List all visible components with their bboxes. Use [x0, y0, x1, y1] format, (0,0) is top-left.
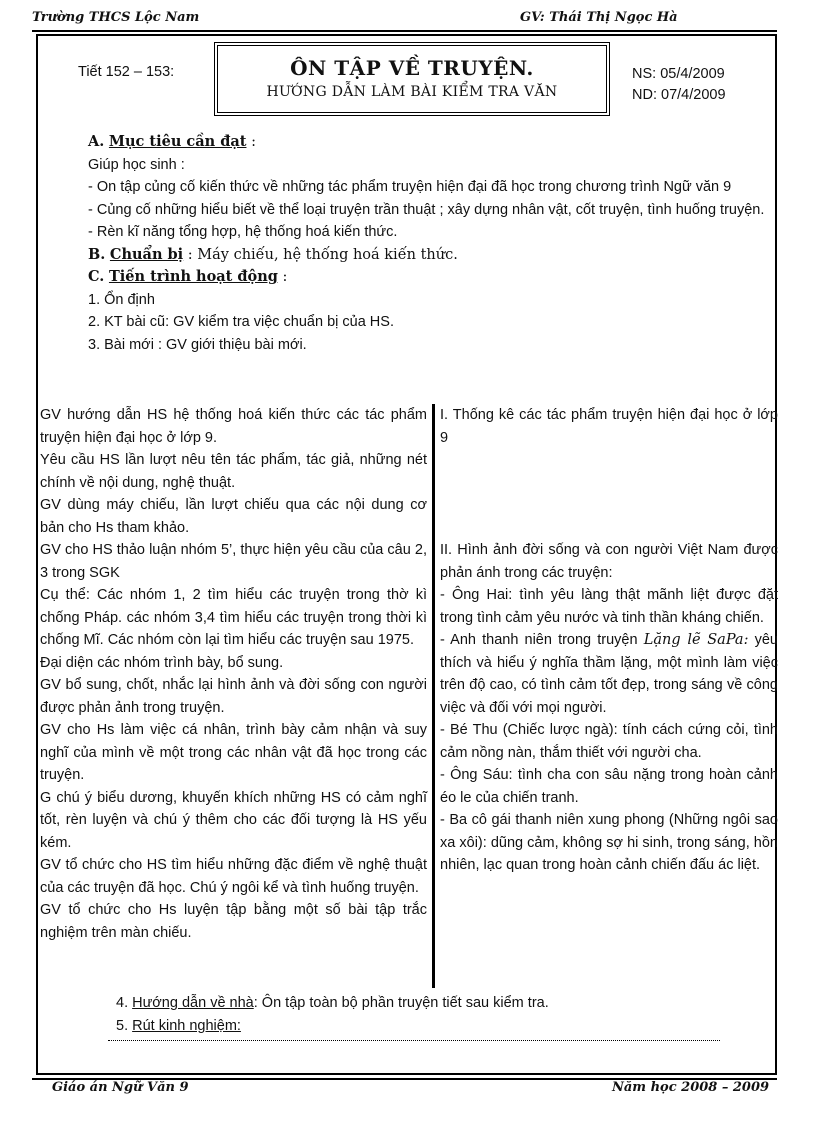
- teacher-activity: Yêu cầu HS lần lượt nêu tên tác phẩm, tác giả, những nét chính về nội dung, nghệ thuật.: [40, 452, 427, 491]
- experience-prefix: 5.: [116, 1018, 133, 1034]
- header-rule: [32, 30, 777, 32]
- date-ns: NS: 05/4/2009: [632, 66, 725, 82]
- content-part-1: I. Thống kê các tác phẩm truyện hiện đại học ở lớp 9: [440, 407, 778, 446]
- notes-dotted-line: [108, 1040, 720, 1041]
- spacer: [440, 494, 778, 517]
- section-a-letter: A.: [88, 133, 105, 150]
- section-a-title: Mục tiêu cần đạt: [108, 133, 247, 150]
- section-c-step: 2. KT bài cũ: GV kiểm tra việc chuẩn bị của HS.: [88, 314, 394, 330]
- section-b-title: Chuẩn bị: [109, 245, 184, 263]
- page-title: ÔN TẬP VỀ TRUYỆN.: [290, 56, 534, 80]
- spacer: [440, 517, 778, 540]
- section-a-item: - On tập củng cố kiến thức về những tác phẩm truyện hiện đại đã học trong chương trình Ngữ văn 9: [88, 179, 732, 195]
- content-item-youth: [440, 629, 778, 719]
- date-nd: ND: 07/4/2009: [632, 87, 726, 103]
- section-c-title: Tiến trình hoạt động: [108, 268, 278, 285]
- closing-steps: [116, 992, 549, 1038]
- teacher-activities-column: [40, 404, 427, 944]
- teacher-activity: GV tổ chức cho HS tìm hiểu những đặc điểm về nghệ thuật của các truyện đã học. Chú ý ngôi kể và tình huống truyện.: [40, 857, 427, 896]
- section-c-step: 1. Ổn định: [88, 291, 155, 308]
- content-item: - Ba cô gái thanh niên xung phong (Những ngôi sao xa xôi): dũng cảm, không sợ hi sinh, trong sáng, hồn nhiên, lạc quan trong hoàn cảnh chiến đấu ác liệt.: [440, 812, 778, 873]
- homework-label: Hướng dẫn về nhà: [132, 995, 254, 1011]
- homework-line: [116, 992, 549, 1015]
- teacher-activity: GV cho Hs làm việc cá nhân, trình bày cảm nhận và suy nghĩ của mình về một trong các nhân vật đã học trong các truyện.: [40, 722, 427, 783]
- teacher-activity: GV tổ chức cho Hs luyện tập bằng một số bài tập trắc nghiệm trên màn chiếu.: [40, 902, 427, 941]
- section-a-item: - Củng cố những hiểu biết về thể loại truyện trần thuật ; xây dựng nhân vật, cốt truyện, tình huống truyện.: [88, 201, 765, 218]
- content-part-2-title: II. Hình ảnh đời sống và con người Việt Nam được phản ánh trong các truyện:: [440, 542, 778, 581]
- spacer: [440, 449, 778, 472]
- section-a-heading: [88, 131, 768, 154]
- section-b-text: : Máy chiếu, hệ thống hoá kiến thức.: [183, 246, 458, 263]
- lesson-body: [88, 131, 768, 356]
- homework-text: : Ôn tập toàn bộ phần truyện tiết sau kiểm tra.: [253, 995, 549, 1011]
- content-column: [440, 404, 778, 877]
- footer-year: Năm học 2008 – 2009: [612, 1080, 770, 1095]
- experience-line: [116, 1015, 549, 1038]
- header-school: Trường THCS Lộc Nam: [32, 10, 200, 25]
- header-teacher: GV: Thái Thị Ngọc Hà: [520, 10, 678, 25]
- page-subtitle: HƯỚNG DẪN LÀM BÀI KIỂM TRA VĂN: [266, 84, 558, 100]
- teacher-activity: Đại diện các nhóm trình bày, bổ sung.: [40, 654, 284, 671]
- homework-prefix: 4.: [116, 995, 133, 1011]
- section-a-intro: Giúp học sinh :: [88, 156, 185, 173]
- teacher-activity: GV hướng dẫn HS hệ thống hoá kiến thức các tác phẩm truyện hiện đại học ở lớp 9.: [40, 407, 427, 446]
- section-c-heading: [88, 266, 768, 289]
- teacher-activity: Cụ thể: Các nhóm 1, 2 tìm hiểu các truyện trong thờ kì chống Pháp. các nhóm 3,4 tìm hiểu các truyện trong thời kì chống Mĩ. Các nhóm còn lại tìm hiểu các truyện sau 1975.: [40, 587, 427, 648]
- section-b-letter: B.: [88, 245, 106, 263]
- section-a-item: - Rèn kĩ năng tổng hợp, hệ thống hoá kiến thức.: [88, 224, 398, 240]
- section-b-heading: [88, 244, 768, 267]
- activity-table: [40, 404, 780, 988]
- content-item: - Bé Thu (Chiếc lược ngà): tính cách cứng cỏi, tình cảm nồng nàn, thắm thiết với người cha.: [440, 722, 778, 761]
- content-item: - Ông Sáu: tình cha con sâu nặng trong hoàn cảnh éo le của chiến tranh.: [440, 767, 778, 806]
- section-c-step: 3. Bài mới : GV giới thiệu bài mới.: [88, 336, 307, 353]
- youth-story-title: Lặng lẽ SaPa:: [643, 632, 749, 648]
- section-c-letter: C.: [88, 268, 105, 285]
- experience-label: Rút kinh nghiệm:: [132, 1018, 241, 1034]
- teacher-activity: GV cho HS thảo luận nhóm 5’, thực hiện yêu cầu của câu 2, 3 trong SGK: [40, 542, 427, 581]
- teacher-activity: G chú ý biểu dương, khuyến khích những HS có cảm nghĩ tốt, rèn luyện và chú ý thêm cho các đối tượng là HS yếu kém.: [40, 789, 427, 851]
- lesson-number: Tiết 152 – 153:: [78, 64, 175, 80]
- teacher-activity: GV dùng máy chiếu, lần lượt chiếu qua các nội dung cơ bản cho Hs tham khảo.: [40, 497, 427, 536]
- section-c-tail: :: [277, 269, 288, 285]
- footer-subject: Giáo án Ngữ Văn 9: [52, 1080, 189, 1095]
- column-divider: [432, 404, 435, 988]
- content-item: - Ông Hai: tình yêu làng thật mãnh liệt được đặt trong tình cảm yêu nước và tinh thần kháng chiến.: [440, 587, 778, 626]
- youth-prefix: - Anh thanh niên trong truyện: [440, 632, 644, 648]
- youth-rest: yêu thích và hiểu ý nghĩa thầm lặng, một mình làm việc trên độ cao, có tình cảm tốt đẹp, trong sáng về công việc và đối với mọi người.: [440, 632, 778, 716]
- teacher-activity: GV bổ sung, chốt, nhắc lại hình ảnh và đời sống con người được phản ảnh trong truyện.: [40, 677, 427, 716]
- spacer: [440, 472, 778, 495]
- section-a-tail: :: [246, 134, 256, 150]
- title-box: [214, 42, 610, 116]
- dates-block: [632, 64, 726, 106]
